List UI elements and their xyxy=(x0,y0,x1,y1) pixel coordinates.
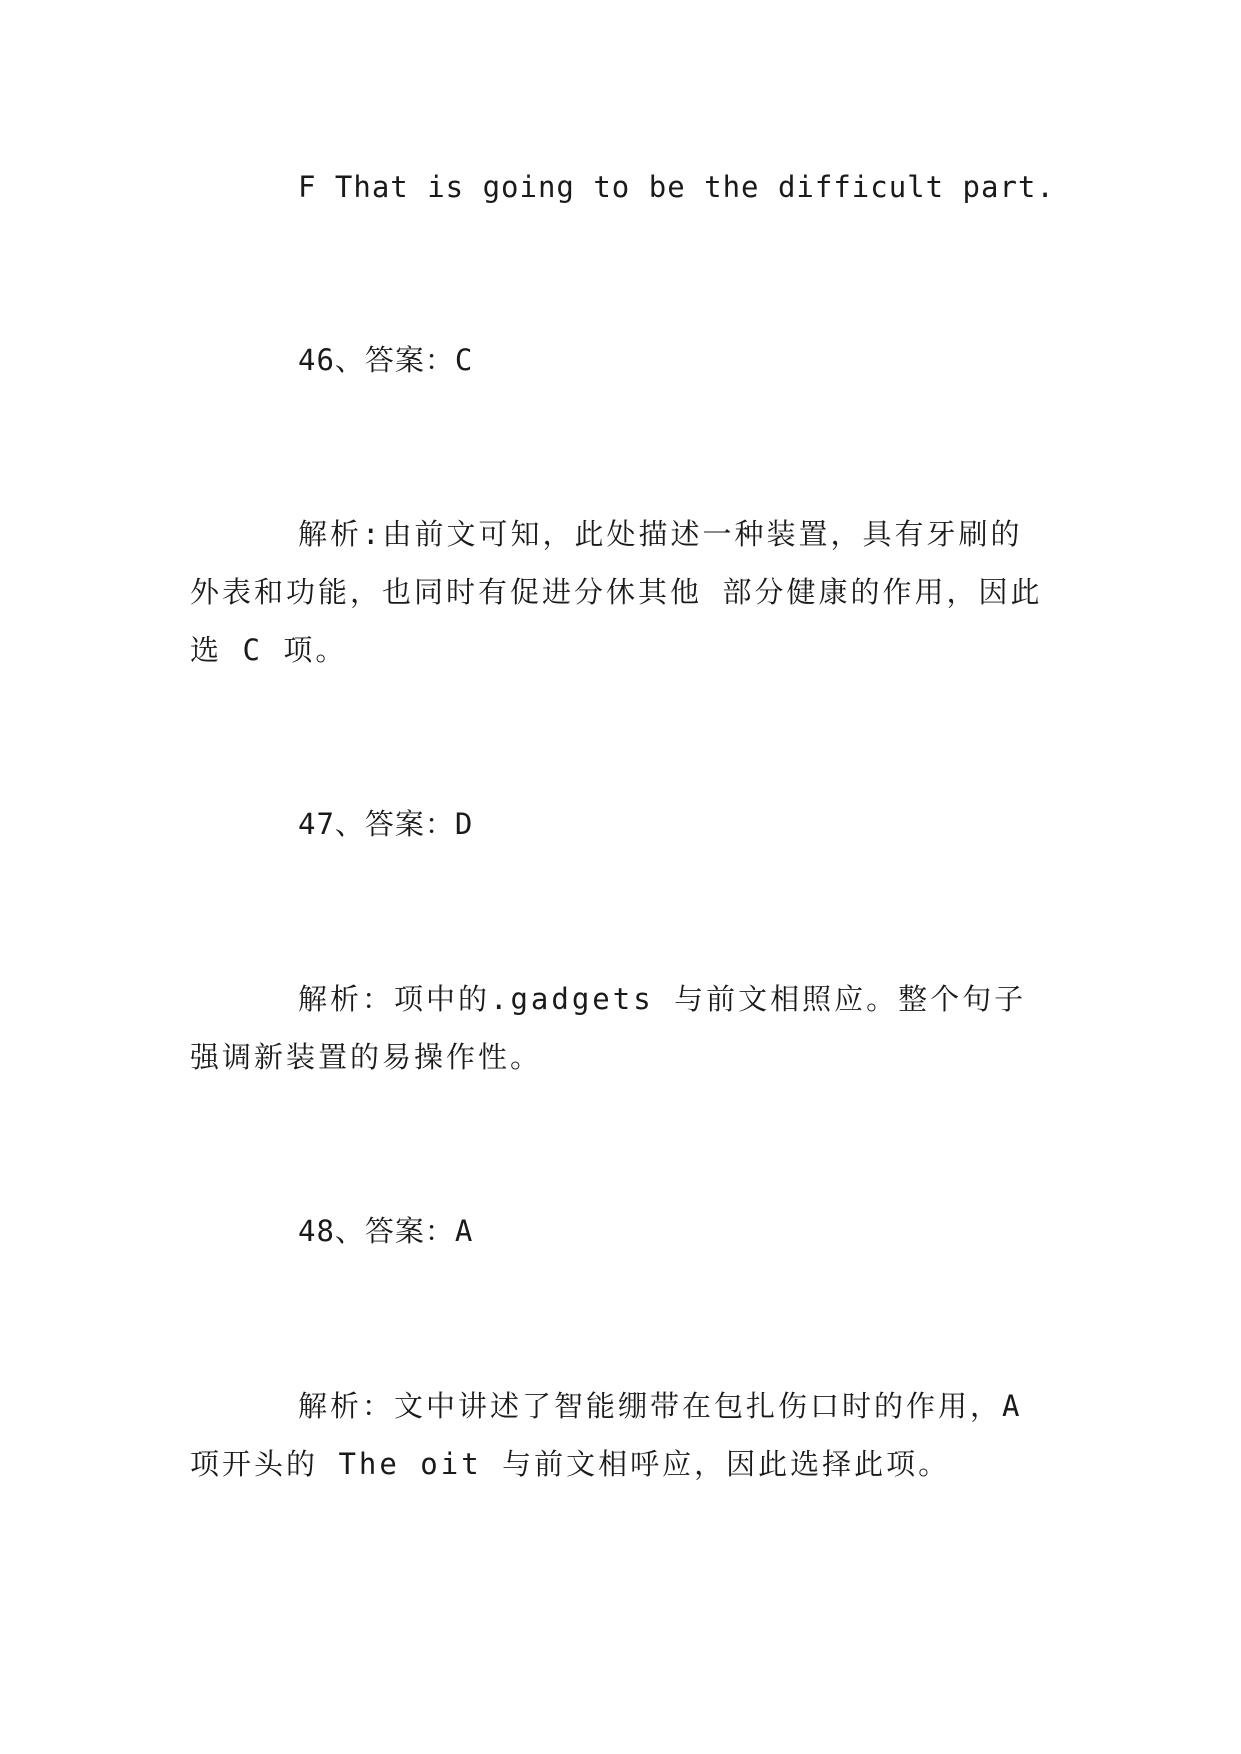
answer-48: 48、答案：A xyxy=(298,1214,474,1248)
explanation-48: 解析：文中讲述了智能绷带在包扎伤口时的作用，A 项开头的 The oit 与前文相呼应，因此选择此项。 xyxy=(190,1389,1023,1481)
answer-47: 47、答案：D xyxy=(298,807,474,841)
answer-46: 46、答案：C xyxy=(298,343,474,377)
option-f-text: F That is going to be the difficult part. xyxy=(298,170,1055,204)
explanation-47: 解析：项中的.gadgets 与前文相照应。整个句子强调新装置的易操作性。 xyxy=(190,982,1027,1074)
explanation-46: 解析:由前文可知，此处描述一种装置，具有牙刷的外表和功能，也同时有促进分休其他 部分健康的作用，因此选 C 项。 xyxy=(190,517,1043,667)
